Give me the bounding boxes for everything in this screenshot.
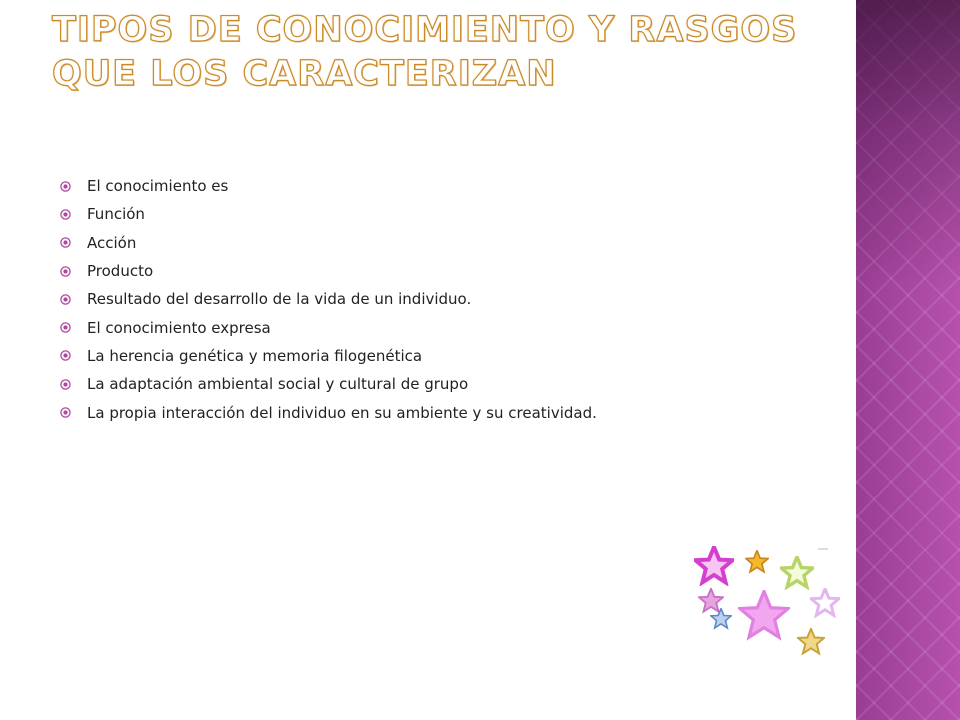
list-item xyxy=(60,200,840,228)
list-item-text: La propia interacción del individuo en su ambiente y su creatividad. xyxy=(87,403,597,422)
circled-dot-bullet-icon xyxy=(60,237,71,248)
list-item xyxy=(60,285,840,313)
list-item-text: Acción xyxy=(87,233,137,252)
stars-decoration xyxy=(690,540,850,670)
circled-dot-bullet-icon xyxy=(60,209,71,220)
list-item-text: Resultado del desarrollo de la vida de un individuo. xyxy=(87,290,472,309)
decorative-side-panel xyxy=(856,0,960,720)
list-item xyxy=(60,257,840,285)
slide-title: TIPOS DE CONOCIMIENTO Y RASGOS QUE LOS CARACTERIZAN xyxy=(52,10,798,94)
list-item xyxy=(60,172,840,200)
list-item xyxy=(60,370,840,398)
circled-dot-bullet-icon xyxy=(60,350,71,361)
circled-dot-bullet-icon xyxy=(60,379,71,390)
bullet-list xyxy=(60,172,840,427)
list-item-text: La adaptación ambiental social y cultural de grupo xyxy=(87,375,469,394)
list-item xyxy=(60,398,840,426)
list-item-text: Producto xyxy=(87,262,154,281)
circled-dot-bullet-icon xyxy=(60,407,71,418)
circled-dot-bullet-icon xyxy=(60,181,71,192)
circled-dot-bullet-icon xyxy=(60,322,71,333)
list-item-text: La herencia genética y memoria filogenética xyxy=(87,346,423,365)
list-item-text: El conocimiento es xyxy=(87,177,229,196)
list-item-text: El conocimiento expresa xyxy=(87,318,271,337)
list-item xyxy=(60,313,840,341)
list-item-text: Función xyxy=(87,205,145,224)
circled-dot-bullet-icon xyxy=(60,294,71,305)
list-item xyxy=(60,342,840,370)
circled-dot-bullet-icon xyxy=(60,266,71,277)
list-item xyxy=(60,229,840,257)
